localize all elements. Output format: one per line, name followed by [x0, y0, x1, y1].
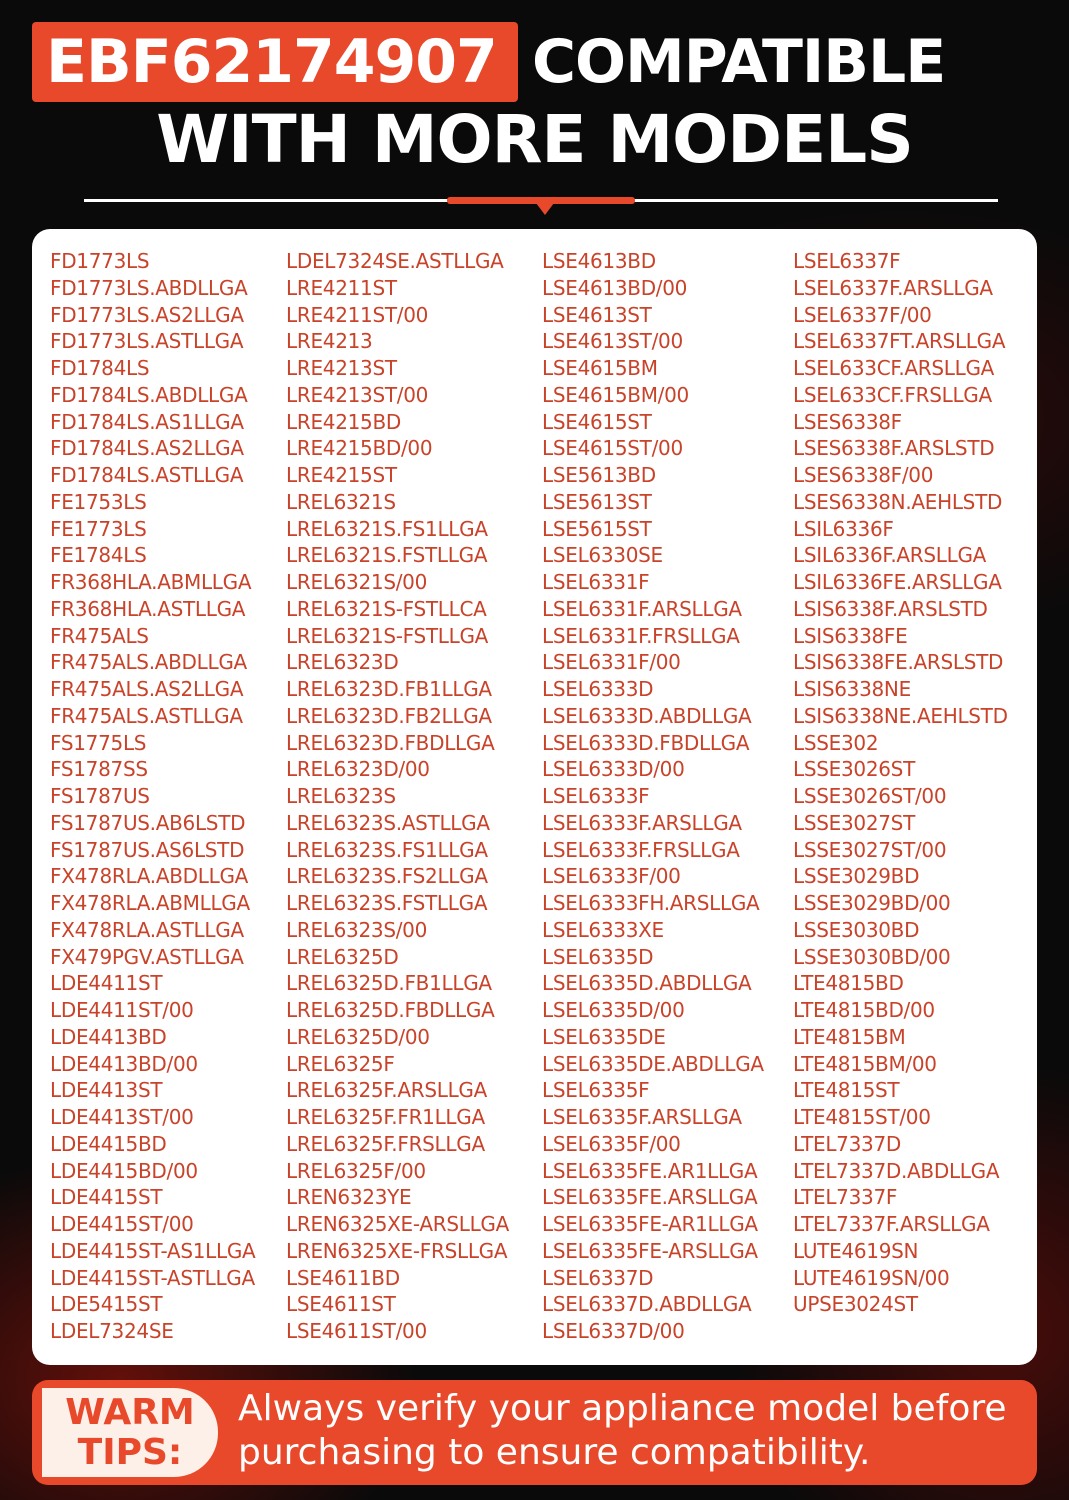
model-number: LSEL6335D/00 — [542, 998, 685, 1022]
model-number: FS1775LS — [50, 730, 147, 755]
model-number: LREL6325D/00 — [286, 1024, 430, 1049]
model-number: LREL6321S-FSTLLGA — [286, 623, 489, 648]
model-number: LSES6338F.ARSLSTD — [793, 436, 995, 461]
model-number: FD1773LS.ASTLLGA — [50, 329, 244, 354]
model-number: LSEL6337F — [793, 249, 901, 273]
model-number: LSIS6338FE — [793, 623, 908, 648]
title-compatible: COMPATIBLE — [532, 27, 946, 97]
model-number: LSEL6333D.FBDLLGA — [542, 730, 750, 755]
model-number: FE1773LS — [50, 516, 147, 541]
model-number: LSE4615ST — [542, 409, 652, 434]
model-number: LSE5613BD — [542, 463, 656, 487]
model-number: LSEL6335FE.AR1LLGA — [542, 1158, 758, 1183]
model-number: UPSE3024ST — [793, 1292, 918, 1317]
models-column-2 — [286, 248, 509, 1345]
model-number: LSE4615BM/00 — [542, 382, 689, 407]
model-number: LSEL6333D — [542, 677, 654, 701]
model-number: LSSE3030BD/00 — [793, 944, 951, 969]
model-number: LSE4613BD — [542, 249, 656, 273]
model-number: FD1784LS.ASTLLGA — [50, 463, 244, 487]
model-number: LSIS6338NE — [793, 677, 911, 701]
model-number: LDEL7324SE.ASTLLGA — [286, 249, 504, 273]
model-number: LTEL7337F.ARSLLGA — [793, 1212, 990, 1236]
model-number: LSEL6333XE — [542, 917, 664, 942]
model-number: FD1773LS — [50, 249, 150, 273]
model-number: LSEL6333D.ABDLLGA — [542, 703, 752, 728]
model-number: LTEL7337F — [793, 1185, 898, 1210]
tips-text-line-2: purchasing to ensure compatibility. — [238, 1432, 871, 1473]
model-number: LUTE4619SN/00 — [793, 1265, 950, 1290]
model-number: LSEL6335D — [542, 944, 654, 969]
model-number: LREN6325XE-ARSLLGA — [286, 1212, 509, 1236]
tips-text-line-1: Always verify your appliance model before — [238, 1388, 1007, 1429]
model-number: LDE4415ST/00 — [50, 1212, 194, 1236]
model-number: FD1773LS.ABDLLGA — [50, 275, 248, 300]
model-number: LSE5615ST — [542, 516, 652, 541]
model-number: FX478RLA.ABDLLGA — [50, 864, 249, 889]
model-number: LSEL6335FE-AR1LLGA — [542, 1212, 758, 1236]
model-number: FS1787SS — [50, 757, 148, 782]
part-number-badge: EBF62174907 — [32, 22, 518, 102]
model-number: LSEL6331F.FRSLLGA — [542, 623, 740, 648]
model-number: LDE4413BD/00 — [50, 1051, 198, 1076]
model-number: LSE5613ST — [542, 489, 652, 514]
model-number: LREL6323S.ASTLLGA — [286, 810, 490, 835]
model-number: LSEL6335F/00 — [542, 1131, 681, 1156]
model-number: LSSE3026ST/00 — [793, 784, 947, 808]
model-number: LTE4815ST — [793, 1078, 900, 1103]
model-number: LRE4215BD — [286, 409, 401, 434]
models-card — [32, 229, 1037, 1365]
model-number: LSES6338F/00 — [793, 463, 934, 487]
model-number: LSE4615ST/00 — [542, 436, 683, 461]
model-number: LREL6323D.FB1LLGA — [286, 677, 492, 701]
model-number: LSE4611ST — [286, 1292, 396, 1317]
model-number: FR368HLA.ASTLLGA — [50, 596, 246, 621]
model-number: LSIS6338FE.ARSLSTD — [793, 650, 1004, 675]
model-number: LTE4815BD/00 — [793, 998, 935, 1022]
model-number: LDE4411ST — [50, 971, 163, 996]
model-number: FR368HLA.ABMLLGA — [50, 570, 252, 594]
model-number: LDE4415ST-AS1LLGA — [50, 1238, 256, 1263]
model-number: LTEL7337D — [793, 1131, 901, 1156]
model-number: LRE4215ST — [286, 463, 397, 487]
model-number: LREL6323D.FBDLLGA — [286, 730, 495, 755]
model-number: LREL6321S/00 — [286, 570, 427, 594]
model-number: LSSE3027ST — [793, 810, 915, 835]
model-number: LDE5415ST — [50, 1292, 163, 1317]
model-number: LSEL633CF.ARSLLGA — [793, 356, 995, 380]
model-number: LSEL6333F.ARSLLGA — [542, 810, 742, 835]
model-number: LREL6323S/00 — [286, 917, 427, 942]
model-number: FR475ALS.ABDLLGA — [50, 650, 247, 675]
model-number: FS1787US — [50, 784, 150, 808]
model-number: LSEL6333D/00 — [542, 757, 685, 782]
model-number: LREL6325F/00 — [286, 1158, 426, 1183]
model-number: LSE4613ST/00 — [542, 329, 683, 354]
model-number: LTE4815BM — [793, 1024, 906, 1049]
model-number: LREN6325XE-FRSLLGA — [286, 1238, 508, 1263]
model-number: LSEL633CF.FRSLLGA — [793, 382, 992, 407]
model-number: LSEL6331F — [542, 570, 650, 594]
model-number: FE1784LS — [50, 543, 147, 568]
model-number: FS1787US.AB6LSTD — [50, 810, 246, 835]
model-number: FD1784LS.AS2LLGA — [50, 436, 244, 461]
model-number: LSEL6333FH.ARSLLGA — [542, 891, 760, 915]
model-number: LSSE3029BD/00 — [793, 891, 951, 915]
model-number: LSSE302 — [793, 730, 879, 755]
model-number: LSES6338N.AEHLSTD — [793, 489, 1003, 514]
model-number: LREL6323S.FS2LLGA — [286, 864, 488, 889]
model-number: LDE4415ST — [50, 1185, 163, 1210]
model-number: LDE4415BD/00 — [50, 1158, 198, 1183]
model-number: FD1784LS.AS1LLGA — [50, 409, 244, 434]
model-number: LSEL6335DE.ABDLLGA — [542, 1051, 764, 1076]
model-number: LREL6321S-FSTLLCA — [286, 596, 487, 621]
model-number: LTE4815ST/00 — [793, 1105, 931, 1129]
model-number: FD1773LS.AS2LLGA — [50, 302, 244, 327]
model-number: LSEL6335DE — [542, 1024, 666, 1049]
model-number: LSE4611BD — [286, 1265, 400, 1290]
model-number: FR475ALS.ASTLLGA — [50, 703, 243, 728]
model-number: FD1784LS — [50, 356, 150, 380]
model-number: FS1787US.AS6LSTD — [50, 837, 245, 862]
tips-message — [238, 1387, 1028, 1475]
model-number: FR475ALS.AS2LLGA — [50, 677, 244, 701]
model-number: LDE4415BD — [50, 1131, 167, 1156]
model-number: LTE4815BM/00 — [793, 1051, 937, 1076]
model-number: LTE4815BD — [793, 971, 904, 996]
model-number: LSIL6336FE.ARSLLGA — [793, 570, 1002, 594]
models-column-1 — [50, 248, 255, 1345]
model-number: LREL6321S.FSTLLGA — [286, 543, 488, 568]
model-number: LSIL6336F.ARSLLGA — [793, 543, 987, 568]
model-number: LRE4215BD/00 — [286, 436, 433, 461]
model-number: LREL6321S.FS1LLGA — [286, 516, 488, 541]
model-number: LSEL6337D — [542, 1265, 654, 1290]
model-number: LSEL6337FT.ARSLLGA — [793, 329, 1006, 354]
model-number: LSEL6333F — [542, 784, 650, 808]
model-number: LSEL6335F — [542, 1078, 650, 1103]
model-number: LREL6323D/00 — [286, 757, 430, 782]
model-number: LREL6323D — [286, 650, 399, 675]
model-number: LREL6321S — [286, 489, 396, 514]
warm-tips-badge — [42, 1388, 218, 1477]
model-number: LREL6325F.FR1LLGA — [286, 1105, 485, 1129]
divider-arrow-icon — [536, 203, 554, 215]
model-number: LREL6323S.FSTLLGA — [286, 891, 488, 915]
models-column-3 — [542, 248, 764, 1345]
model-number: LRE4213 — [286, 329, 373, 354]
model-number: LSSE3030BD — [793, 917, 920, 942]
model-number: LREL6325F — [286, 1051, 395, 1076]
model-number: LSSE3026ST — [793, 757, 915, 782]
warm-tips-banner — [32, 1380, 1037, 1485]
model-number: LSEL6335FE.ARSLLGA — [542, 1185, 758, 1210]
model-number: LSEL6337F.ARSLLGA — [793, 275, 993, 300]
model-number: LREN6323YE — [286, 1185, 412, 1210]
model-number: LREL6323S — [286, 784, 396, 808]
model-number: FR475ALS — [50, 623, 149, 648]
model-number: LREL6323D.FB2LLGA — [286, 703, 492, 728]
model-number: LREL6325D.FBDLLGA — [286, 998, 495, 1022]
model-number: LREL6325D.FB1LLGA — [286, 971, 492, 996]
model-number: LDE4415ST-ASTLLGA — [50, 1265, 255, 1290]
model-number: LSEL6335F.ARSLLGA — [542, 1105, 742, 1129]
model-number: LSES6338F — [793, 409, 902, 434]
model-number: LTEL7337D.ABDLLGA — [793, 1158, 1000, 1183]
model-number: LSEL6331F.ARSLLGA — [542, 596, 742, 621]
model-number: LSEL6331F/00 — [542, 650, 681, 675]
model-number: LRE4213ST/00 — [286, 382, 429, 407]
model-number: LSSE3029BD — [793, 864, 920, 889]
model-number: LUTE4619SN — [793, 1238, 919, 1263]
model-number: LSEL6335FE-ARSLLGA — [542, 1238, 758, 1263]
model-number: LREL6325D — [286, 944, 399, 969]
model-number: LSE4613BD/00 — [542, 275, 688, 300]
model-number: LSIS6338NE.AEHLSTD — [793, 703, 1008, 728]
tips-badge-line-1: WARM — [65, 1391, 195, 1433]
models-column-4 — [793, 248, 1008, 1318]
model-number: LSEL6333F/00 — [542, 864, 681, 889]
model-number: LDE4413BD — [50, 1024, 167, 1049]
model-number: FE1753LS — [50, 489, 147, 514]
tips-badge-line-2: TIPS: — [77, 1431, 183, 1473]
model-number: LRE4211ST — [286, 275, 397, 300]
model-number: FX479PGV.ASTLLGA — [50, 944, 244, 969]
model-number: LSE4611ST/00 — [286, 1319, 427, 1343]
model-number: LDE4413ST/00 — [50, 1105, 194, 1129]
model-number: LDE4413ST — [50, 1078, 163, 1103]
model-number: FD1784LS.ABDLLGA — [50, 382, 248, 407]
model-number: LSIL6336F — [793, 516, 894, 541]
model-number: FX478RLA.ASTLLGA — [50, 917, 244, 942]
model-number: LSIS6338F.ARSLSTD — [793, 596, 988, 621]
model-number: LREL6323S.FS1LLGA — [286, 837, 488, 862]
model-number: LSEL6337D/00 — [542, 1319, 685, 1343]
model-number: LSE4615BM — [542, 356, 658, 380]
model-number: LSEL6335D.ABDLLGA — [542, 971, 752, 996]
model-number: LSEL6337D.ABDLLGA — [542, 1292, 752, 1317]
model-number: LDEL7324SE — [50, 1319, 174, 1343]
model-number: LSE4613ST — [542, 302, 652, 327]
model-number: LRE4213ST — [286, 356, 397, 380]
model-number: LREL6325F.ARSLLGA — [286, 1078, 488, 1103]
model-number: LDE4411ST/00 — [50, 998, 194, 1022]
model-number: LSEL6333F.FRSLLGA — [542, 837, 740, 862]
title-line-2: WITH MORE MODELS — [156, 101, 913, 178]
title-line-1 — [32, 22, 945, 102]
model-number: LREL6325F.FRSLLGA — [286, 1131, 485, 1156]
model-number: LSEL6337F/00 — [793, 302, 932, 327]
model-number: LSEL6330SE — [542, 543, 663, 568]
model-number: LRE4211ST/00 — [286, 302, 429, 327]
model-number: FX478RLA.ABMLLGA — [50, 891, 250, 915]
model-number: LSSE3027ST/00 — [793, 837, 947, 862]
